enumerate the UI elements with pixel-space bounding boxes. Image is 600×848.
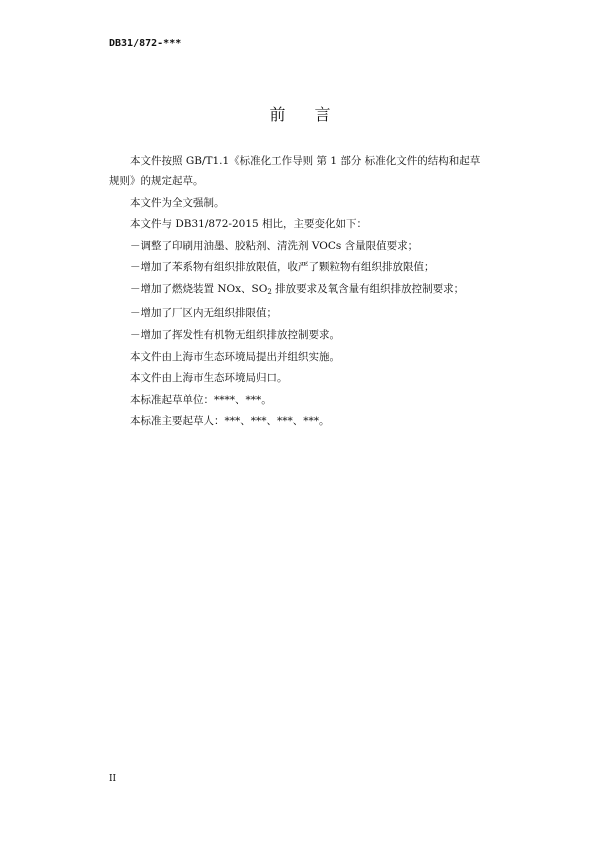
change-item-fugitive: －增加了挥发性有机物无组织排放控制要求。	[130, 329, 340, 342]
page-title: 前 言	[269, 105, 343, 124]
change-item-combustion	[109, 279, 490, 304]
paragraph-drafting-units: 本标准起草单位：****、***。	[130, 393, 272, 406]
paragraph-changes-intro: 本文件与 DB31/872-2015 相比，主要变化如下：	[130, 218, 368, 231]
change-item-plant-area: －增加了厂区内无组织排限值；	[130, 307, 277, 320]
so2-subscript: 2	[267, 287, 272, 296]
paragraph-mandatory: 本文件为全文强制。	[130, 196, 225, 209]
paragraph-drafters: 本标准主要起草人：***、***、***、***。	[130, 415, 330, 428]
paragraph-drafting-basis: 本文件按照 GB/T1.1《标准化工作导则 第 1 部分 标准化文件的结构和起草规则》的规定起草。	[109, 155, 481, 187]
change-item-combustion-part2: 排放要求及氧含量有组织排放控制要求；	[271, 282, 465, 295]
document-code: DB31/872-***	[109, 38, 182, 49]
change-item-combustion-part1: －增加了燃烧装置 NOx、SO	[130, 282, 268, 295]
paragraph-proposer: 本文件由上海市生态环境局提出并组织实施。	[130, 350, 340, 363]
paragraph-administrator: 本文件由上海市生态环境局归口。	[130, 372, 288, 385]
foreword-body	[109, 151, 490, 433]
change-item-benzene: －增加了苯系物有组织排放限值，收严了颗粒物有组织排放限值；	[130, 261, 435, 274]
page-number: II	[109, 774, 117, 784]
change-item-vocs: －调整了印刷用油墨、胶粘剂、清洗剂 VOCs 含量限值要求；	[130, 239, 419, 252]
